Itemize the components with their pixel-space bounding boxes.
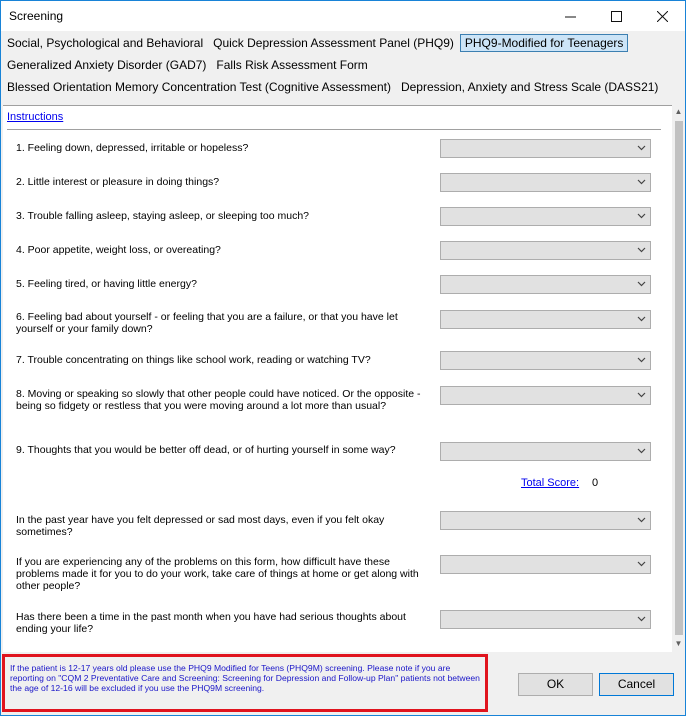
title-bar: [1, 1, 685, 31]
question-serious-thoughts: Has there been a time in the past month when you have had serious thoughts about ending your life?: [16, 611, 406, 635]
question-depressed-past-year: In the past year have you felt depressed or sad most days, even if you felt okay sometimes?: [16, 514, 385, 538]
instructions-link[interactable]: Instructions: [7, 111, 64, 123]
close-icon: [657, 11, 668, 22]
question-7: 7. Trouble concentrating on things like school work, reading or watching TV?: [16, 354, 371, 366]
total-score-value: 0: [592, 477, 599, 489]
answer-dropdown-9[interactable]: [440, 442, 651, 461]
tabs-row-1: [1, 33, 628, 53]
answer-dropdown-8[interactable]: [440, 386, 651, 405]
maximize-icon: [611, 11, 622, 22]
scroll-up-icon[interactable]: ▲: [674, 107, 683, 116]
tab-social-psych-behavioral[interactable]: Social, Psychological and Behavioral: [7, 36, 204, 50]
answer-dropdown-3[interactable]: [440, 207, 651, 226]
answer-dropdown-serious-thoughts[interactable]: [440, 610, 651, 629]
divider: [7, 129, 661, 130]
chevron-down-icon: [637, 515, 646, 524]
chevron-down-icon: [637, 559, 646, 568]
chevron-down-icon: [637, 446, 646, 455]
scroll-down-icon[interactable]: ▼: [674, 639, 683, 648]
chevron-down-icon: [637, 177, 646, 186]
question-9: 9. Thoughts that you would be better off dead, or of hurting yourself in some way?: [16, 444, 396, 456]
answer-dropdown-1[interactable]: [440, 139, 651, 158]
chevron-down-icon: [637, 614, 646, 623]
tab-phq9[interactable]: Quick Depression Assessment Panel (PHQ9): [213, 36, 454, 50]
minimize-icon: [565, 11, 576, 22]
tab-dass21[interactable]: Depression, Anxiety and Stress Scale (DASS21): [400, 80, 659, 94]
chevron-down-icon: [637, 245, 646, 254]
total-score-label[interactable]: Total Score:: [521, 477, 580, 489]
window-title: Screening: [9, 9, 64, 23]
chevron-down-icon: [637, 211, 646, 220]
tab-gad7[interactable]: Generalized Anxiety Disorder (GAD7): [7, 58, 207, 72]
answer-dropdown-7[interactable]: [440, 351, 651, 370]
question-2: 2. Little interest or pleasure in doing things?: [16, 176, 220, 188]
ok-button[interactable]: OK: [518, 673, 593, 696]
answer-dropdown-difficulty[interactable]: [440, 555, 651, 574]
tabs-row-2: [1, 55, 372, 75]
phq9m-note-box: [2, 654, 488, 712]
question-difficulty: If you are experiencing any of the problems on this form, how difficult have these problems made it for you to do your work, take care of things at home or get along with other people?: [16, 556, 419, 592]
scroll-thumb[interactable]: [675, 121, 683, 635]
tab-blessed-orientation[interactable]: Blessed Orientation Memory Concentration Test (Cognitive Assessment): [7, 80, 391, 94]
chevron-down-icon: [637, 279, 646, 288]
maximize-button[interactable]: [593, 1, 639, 31]
answer-dropdown-5[interactable]: [440, 275, 651, 294]
chevron-down-icon: [637, 314, 646, 323]
close-button[interactable]: [639, 1, 685, 31]
answer-dropdown-4[interactable]: [440, 241, 651, 260]
chevron-down-icon: [637, 390, 646, 399]
chevron-down-icon: [637, 143, 646, 152]
answer-dropdown-2[interactable]: [440, 173, 651, 192]
chevron-down-icon: [637, 355, 646, 364]
answer-dropdown-6[interactable]: [440, 310, 651, 329]
phq9m-note-text: If the patient is 12-17 years old please use the PHQ9 Modified for Teens (PHQ9M) screening. Please note if you are reporting on "CQM 2 Preventative Care and Screening: Screening for Depression and Follow-up Plan" patients not between the age of 12-16 will be excluded if you use the PHQ9M screening.: [10, 663, 480, 693]
tabs-row-3: [1, 77, 662, 97]
question-8: 8. Moving or speaking so slowly that other people could have noticed. Or the opposite - being so fidgety or restless that you were moving around a lot more than usual?: [16, 388, 421, 412]
question-6: 6. Feeling bad about yourself - or feeling that you are a failure, or that you have let yourself or your family down?: [16, 311, 398, 335]
cancel-button[interactable]: Cancel: [599, 673, 674, 696]
form-panel: [3, 105, 672, 652]
question-5: 5. Feeling tired, or having little energy?: [16, 278, 197, 290]
tab-phq9-modified-teenagers[interactable]: PHQ9-Modified for Teenagers: [460, 34, 629, 52]
question-3: 3. Trouble falling asleep, staying asleep, or sleeping too much?: [16, 210, 310, 222]
answer-dropdown-depressed-past-year[interactable]: [440, 511, 651, 530]
minimize-button[interactable]: [547, 1, 593, 31]
question-4: 4. Poor appetite, weight loss, or overeating?: [16, 244, 221, 256]
vertical-scrollbar[interactable]: [672, 105, 685, 651]
question-1: 1. Feeling down, depressed, irritable or hopeless?: [16, 142, 249, 154]
tab-falls-risk[interactable]: Falls Risk Assessment Form: [216, 58, 368, 72]
